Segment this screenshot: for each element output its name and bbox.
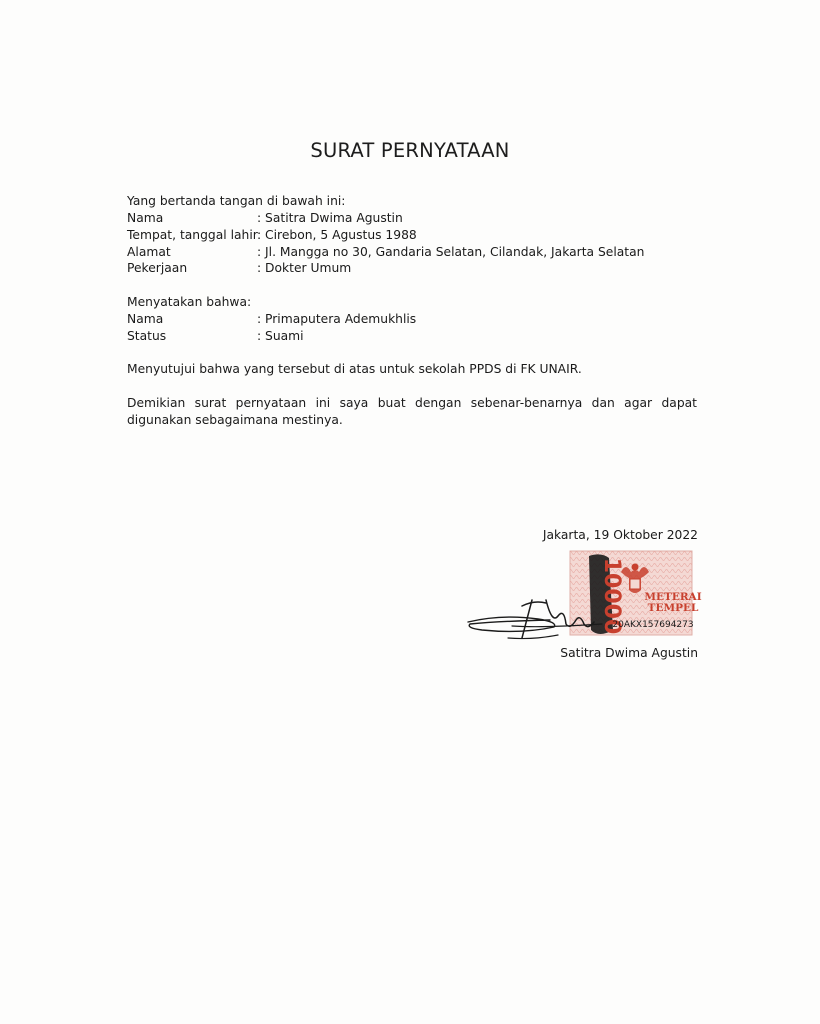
declare-intro-text: Menyatakan bahwa: xyxy=(127,295,252,309)
subject-status-row xyxy=(127,328,304,345)
stamp-value: 10000 xyxy=(599,557,624,635)
statement-text: Menyutujui bahwa yang tersebut di atas untuk sekolah PPDS di FK UNAIR. xyxy=(127,362,582,376)
stamp-label-top: METERAI xyxy=(644,591,702,603)
field-value: : Satitra Dwima Agustin xyxy=(257,211,403,225)
signature-scribble xyxy=(462,594,612,644)
signer-address-row xyxy=(127,244,644,261)
closing-paragraph: Demikian surat pernyataan ini saya buat dengan sebenar-benarnya dan agar dapat digunakan sebagaimana mestinya. xyxy=(127,396,697,427)
field-label: Nama xyxy=(127,312,164,326)
field-label: Alamat xyxy=(127,245,171,259)
intro-text: Yang bertanda tangan di bawah ini: xyxy=(127,194,346,208)
document-title: SURAT PERNYATAAN xyxy=(310,139,510,162)
field-value: : Dokter Umum xyxy=(257,261,352,275)
field-label: Status xyxy=(127,329,167,343)
signer-name: Satitra Dwima Agustin xyxy=(560,646,698,660)
signer-occupation-row xyxy=(127,260,351,277)
subject-name-row xyxy=(127,311,416,328)
field-label: Nama xyxy=(127,211,164,225)
field-label: Pekerjaan xyxy=(127,261,188,275)
field-value: : Suami xyxy=(257,329,304,343)
place-date: Jakarta, 19 Oktober 2022 xyxy=(542,528,698,542)
signer-name-row xyxy=(127,210,403,227)
field-value: : Cirebon, 5 Agustus 1988 xyxy=(257,228,417,242)
field-label: Tempat, tanggal lahir xyxy=(127,228,258,242)
field-value: : Primaputera Ademukhlis xyxy=(257,312,417,326)
signer-birth-row xyxy=(127,227,417,244)
field-value: : Jl. Mangga no 30, Gandaria Selatan, Cilandak, Jakarta Selatan xyxy=(257,245,645,259)
stamp-label-bottom: TEMPEL xyxy=(647,602,699,614)
stamp-serial: 20AKX157694273 xyxy=(612,620,694,630)
